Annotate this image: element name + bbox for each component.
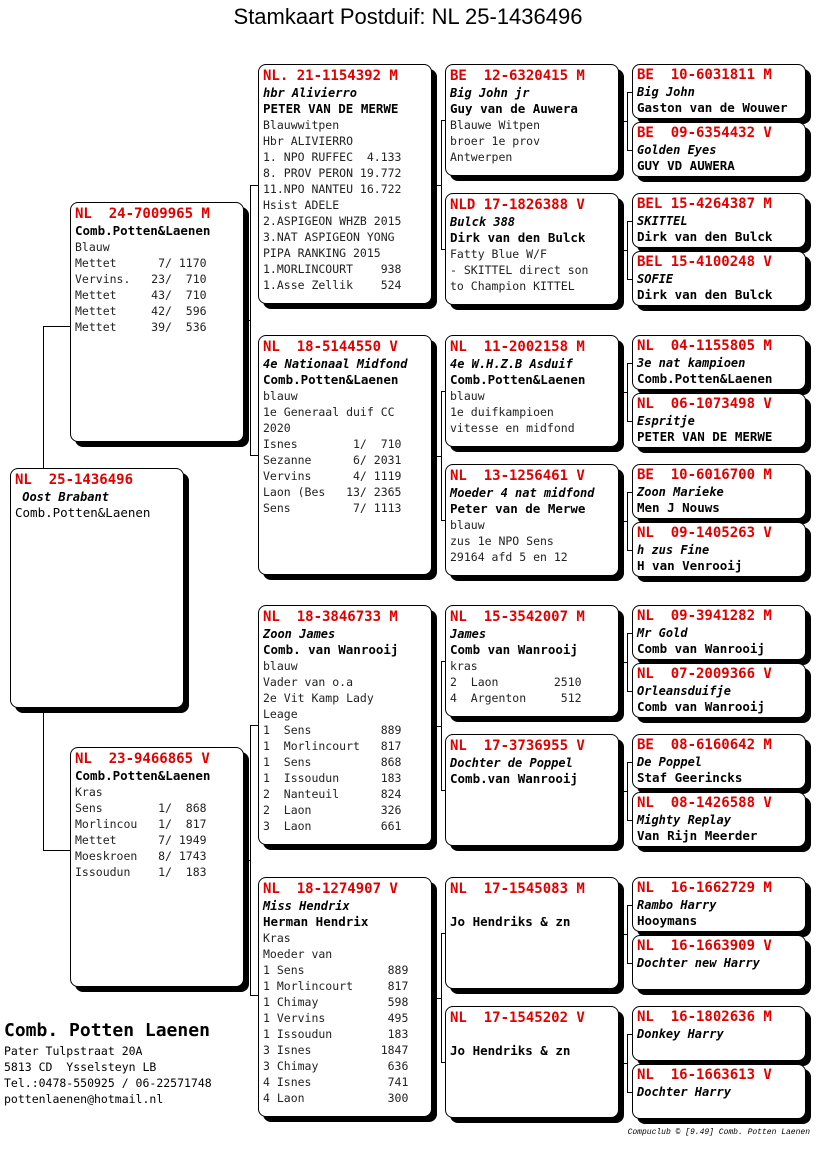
connector [624, 392, 627, 393]
grandparent-pigeon-card[interactable] [258, 877, 432, 1117]
connector [43, 850, 70, 851]
connector [441, 933, 442, 1062]
info-line: Vervins. 23/ 710 [75, 272, 207, 286]
connector [627, 905, 628, 963]
connector [43, 710, 44, 850]
great-grandparent-pigeon-card[interactable] [445, 464, 619, 576]
info-line: PIPA RANKING 2015 [263, 246, 381, 260]
connector [250, 185, 258, 186]
great-grandparent-pigeon-card[interactable] [445, 64, 619, 176]
pigeon-name: h zus Fine [637, 543, 710, 557]
pigeon-name: Zoon James [263, 627, 336, 641]
info-line: Moeskroen 8/ 1743 [75, 849, 207, 863]
ring-number: NL 16-1663613 V [637, 1067, 772, 1083]
owner-name: Comb. van Wanrooij [263, 642, 399, 657]
info-line: 4 Isnes 741 [263, 1075, 409, 1089]
info-line: 1 Sens 889 [263, 723, 402, 737]
info-line: 1 Morlincourt 817 [263, 979, 409, 993]
ring-number: NL 18-5144550 V [263, 339, 398, 355]
pigeon-name: SKITTEL [637, 214, 688, 228]
ring-number: NL 16-1663909 V [637, 938, 772, 954]
pigeon-name: Rambo Harry [637, 898, 717, 912]
ring-number: NLD 17-1826388 V [450, 197, 585, 213]
ring-number: NL 25-1436496 [15, 472, 134, 488]
ring-number: NL 23-9466865 V [75, 751, 210, 767]
info-line: Antwerpen [450, 150, 513, 164]
info-line: Moeder van [263, 947, 333, 961]
owner-name: Van Rijn Meerder [637, 828, 758, 843]
info-line: 1e Generaal duif CC [263, 405, 395, 419]
ring-number: NL 09-1405263 V [637, 525, 772, 541]
ring-number: NL 17-1545083 M [450, 881, 585, 897]
connector [624, 662, 627, 663]
ancestor-pigeon-card[interactable] [632, 605, 806, 660]
owner-name: Comb.Potten&Laenen [75, 768, 211, 783]
info-line: blauw [450, 389, 485, 403]
info-line: 2 Laon 2510 [450, 675, 582, 689]
pigeon-name [450, 1027, 614, 1043]
info-line: Isnes 1/ 710 [263, 437, 402, 451]
info-line: Sens 1/ 868 [75, 801, 207, 815]
pigeon-name: Golden Eyes [637, 143, 717, 157]
grandparent-pigeon-card[interactable] [258, 64, 432, 304]
info-line: Fatty Blue W/F [450, 247, 547, 261]
ancestor-pigeon-card[interactable] [632, 64, 806, 119]
info-line: Blauwwitpen [263, 118, 340, 132]
info-line: broer 1e prov [450, 134, 541, 148]
connector [627, 1034, 628, 1092]
ancestor-pigeon-card[interactable] [632, 193, 806, 248]
connector [624, 934, 627, 935]
ring-number: NL 07-2009366 V [637, 666, 772, 682]
connector [441, 120, 442, 249]
pigeon-name: 4e W.H.Z.B Asduif [450, 357, 573, 371]
breeder-email[interactable]: pottenlaenen@hotmail.nl [4, 1092, 164, 1106]
ring-number: BE 08-6160642 M [637, 737, 772, 753]
info-line: 1 Issoudun 183 [263, 1027, 409, 1041]
info-line: vitesse en midfond [450, 421, 575, 435]
connector [441, 391, 442, 520]
info-line: 2 Nanteuil 824 [263, 787, 402, 801]
ancestor-pigeon-card[interactable] [632, 663, 806, 718]
info-line: 3 Chimay 636 [263, 1059, 409, 1073]
ring-number: NL 18-1274907 V [263, 881, 398, 897]
owner-name: Dirk van den Bulck [637, 287, 773, 302]
info-line: 1 Sens 868 [263, 755, 402, 769]
pigeon-name [450, 898, 614, 914]
owner-name: Comb.Potten&Laenen [637, 371, 773, 386]
info-line: Kras [263, 931, 291, 945]
connector [624, 121, 627, 122]
owner-name: PETER VAN DE MERWE [263, 101, 399, 116]
pigeon-name: 4e Nationaal Midfond [263, 357, 408, 371]
connector [43, 326, 44, 469]
info-line: 1. NPO RUFFEC 4.133 [263, 150, 402, 164]
pigeon-name: Dochter de Poppel [450, 756, 573, 770]
info-line: 1 Issoudun 183 [263, 771, 402, 785]
owner-name: Hooymans [637, 913, 698, 928]
info-line: blauw [450, 518, 485, 532]
connector [627, 492, 628, 550]
connector [627, 762, 628, 820]
connector [246, 860, 250, 861]
subject-pigeon-card[interactable] [10, 468, 184, 708]
owner-name: Men J Nouws [637, 500, 720, 515]
info-line: 3.NAT ASPIGEON YONG [263, 230, 395, 244]
connector [437, 456, 441, 457]
ring-number: BEL 15-4100248 V [637, 254, 772, 270]
connector [627, 92, 628, 150]
info-line: 1 Sens 889 [263, 963, 409, 977]
info-line: Blauw [75, 240, 110, 254]
info-line: Issoudun 1/ 183 [75, 865, 207, 879]
ancestor-pigeon-card[interactable] [632, 335, 806, 390]
info-line: Morlincou 1/ 817 [75, 817, 207, 831]
pigeon-name: hbr Alivierro [263, 86, 357, 100]
pigeon-name: Donkey Harry [637, 1027, 724, 1041]
breeder-phone: Tel.:0478-550925 / 06-22571748 [4, 1076, 212, 1090]
ancestor-pigeon-card[interactable] [632, 393, 806, 448]
info-line: 1 Chimay 598 [263, 995, 409, 1009]
pigeon-name: Big John [637, 85, 695, 99]
ring-number: BEL 15-4264387 M [637, 196, 772, 212]
great-grandparent-pigeon-card[interactable] [445, 1006, 619, 1118]
ring-number: NL 06-1073498 V [637, 396, 772, 412]
info-line: 1.MORLINCOURT 938 [263, 262, 402, 276]
info-line: 2e Vit Kamp Lady [263, 691, 374, 705]
pigeon-name: Big John jr [450, 86, 530, 100]
pigeon-name: 3e nat kampioen [637, 356, 746, 370]
ancestor-pigeon-card[interactable] [632, 464, 806, 519]
connector [250, 455, 258, 456]
owner-name: Staf Geerincks [637, 770, 743, 785]
page-title: Stamkaart Postduif: NL 25-1436496 [233, 4, 583, 29]
connector [250, 725, 251, 995]
info-line: 29164 afd 5 en 12 [450, 550, 568, 564]
ring-number: NL 08-1426588 V [637, 795, 772, 811]
owner-name: Dirk van den Bulck [637, 229, 773, 244]
info-line: Vader van o.a [263, 675, 354, 689]
breeder-address: Pater Tulpstraat 20A [4, 1044, 143, 1058]
pigeon-name: Orleansduifje [637, 684, 731, 698]
mother-pigeon-card[interactable] [70, 747, 244, 987]
info-line: 3 Isnes 1847 [263, 1043, 409, 1057]
ancestor-pigeon-card[interactable] [632, 935, 806, 990]
info-line: 1 Vervins 495 [263, 1011, 409, 1025]
ancestor-pigeon-card[interactable] [632, 877, 806, 932]
info-line: 4 Argenton 512 [450, 691, 582, 705]
info-line: to Champion KITTEL [450, 279, 575, 293]
info-line: Leage [263, 707, 298, 721]
connector [627, 221, 628, 279]
owner-name: GUY VD AUWERA [637, 158, 735, 173]
ring-number: NL 16-1662729 M [637, 880, 772, 896]
owner-name: H van Venrooij [637, 558, 743, 573]
info-line: Hbr ALIVIERRO [263, 134, 354, 148]
info-line: - SKITTEL direct son [450, 263, 589, 277]
ring-number: NL 17-3736955 V [450, 738, 585, 754]
ring-number: NL 11-2002158 M [450, 339, 585, 355]
ancestor-pigeon-card[interactable] [632, 251, 806, 306]
pigeon-name: James [450, 627, 487, 641]
connector [624, 791, 627, 792]
info-line: Kras [75, 785, 103, 799]
father-pigeon-card[interactable] [70, 202, 244, 442]
owner-name: Comb.Potten&Laenen [450, 372, 586, 387]
pigeon-name: De Poppel [637, 755, 703, 769]
ancestor-pigeon-card[interactable] [632, 522, 806, 577]
info-line: Vervins 4/ 1119 [263, 469, 402, 483]
info-line: Laon (Bes 13/ 2365 [263, 485, 402, 499]
owner-name: Comb.van Wanrooij [450, 771, 578, 786]
owner-name: Comb.Potten&Laenen [15, 505, 151, 520]
great-grandparent-pigeon-card[interactable] [445, 734, 619, 846]
great-grandparent-pigeon-card[interactable] [445, 605, 619, 717]
connector [627, 363, 628, 421]
pigeon-name: Espritje [637, 414, 695, 428]
info-line: Sens 7/ 1113 [263, 501, 402, 515]
grandparent-pigeon-card[interactable] [258, 335, 432, 575]
info-line: Hsist ADELE [263, 198, 340, 212]
owner-name: Comb van Wanrooij [637, 699, 765, 714]
ring-number: NL 24-7009965 M [75, 206, 210, 222]
grandparent-pigeon-card[interactable] [258, 605, 432, 845]
info-line: Mettet 7/ 1170 [75, 256, 207, 270]
pigeon-name: SOFIE [637, 272, 674, 286]
pigeon-name: Miss Hendrix [263, 899, 350, 913]
pigeon-name: Dochter Harry [637, 1085, 731, 1099]
ring-number: BE 10-6016700 M [637, 467, 772, 483]
ring-number: NL 15-3542007 M [450, 609, 585, 625]
connector [437, 726, 441, 727]
owner-name: PETER VAN DE MERWE [637, 429, 773, 444]
connector [437, 185, 441, 186]
connector [43, 326, 70, 327]
ring-number: NL. 21-1154392 M [263, 68, 398, 84]
owner-name: Dirk van den Bulck [450, 230, 586, 245]
info-line: 1 Morlincourt 817 [263, 739, 402, 753]
owner-name: Gaston van de Wouwer [637, 100, 788, 115]
owner-name: Comb.Potten&Laenen [263, 372, 399, 387]
connector [250, 185, 251, 455]
connector [627, 633, 628, 691]
info-line: Mettet 39/ 536 [75, 320, 207, 334]
ring-number: NL 18-3846733 M [263, 609, 398, 625]
ring-number: NL 17-1545202 V [450, 1010, 585, 1026]
pigeon-name: Moeder 4 nat midfond [450, 486, 595, 500]
ring-number: BE 10-6031811 M [637, 67, 772, 83]
info-line: Sezanne 6/ 2031 [263, 453, 402, 467]
ancestor-pigeon-card[interactable] [632, 1006, 806, 1061]
breeder-city: 5813 CD Ysselsteyn LB [4, 1060, 157, 1074]
info-line: 2020 [263, 421, 291, 435]
info-line: 1e duifkampioen [450, 405, 554, 419]
ring-number: BE 09-6354432 V [637, 125, 772, 141]
pigeon-name: Mr Gold [637, 626, 688, 640]
info-line: Mettet 42/ 596 [75, 304, 207, 318]
owner-name: Jo Hendriks & zn [450, 914, 571, 929]
info-line: 3 Laon 661 [263, 819, 402, 833]
owner-name: Comb.Potten&Laenen [75, 223, 211, 238]
ring-number: NL 16-1802636 M [637, 1009, 772, 1025]
pigeon-name: Zoon Marieke [637, 485, 724, 499]
info-line: zus 1e NPO Sens [450, 534, 554, 548]
info-line: kras [450, 659, 478, 673]
connector [624, 521, 627, 522]
pigeon-name: Bulck 388 [450, 215, 516, 229]
connector [437, 998, 441, 999]
software-credit: Compuclub © [9.49] Comb. Potten Laenen [627, 1128, 810, 1137]
great-grandparent-pigeon-card[interactable] [445, 877, 619, 989]
breeder-name: Comb. Potten Laenen [4, 1020, 210, 1041]
info-line: blauw [263, 389, 298, 403]
connector [624, 1063, 627, 1064]
ring-number: NL 09-3941282 M [637, 608, 772, 624]
ring-number: NL 04-1155805 M [637, 338, 772, 354]
ring-number: NL 13-1256461 V [450, 468, 585, 484]
great-grandparent-pigeon-card[interactable] [445, 193, 619, 305]
info-line: 8. PROV PERON 19.772 [263, 166, 402, 180]
ancestor-pigeon-card[interactable] [632, 122, 806, 177]
owner-name: Comb van Wanrooij [450, 642, 578, 657]
owner-name: Jo Hendriks & zn [450, 1043, 571, 1058]
connector [250, 725, 258, 726]
ancestor-pigeon-card[interactable] [632, 734, 806, 789]
info-line: Mettet 43/ 710 [75, 288, 207, 302]
info-line: 2.ASPIGEON WHZB 2015 [263, 214, 402, 228]
ancestor-pigeon-card[interactable] [632, 1064, 806, 1119]
info-line: 2 Laon 326 [263, 803, 402, 817]
info-line: Blauwe Witpen [450, 118, 541, 132]
connector [624, 250, 627, 251]
info-line: 1.Asse Zellik 524 [263, 278, 402, 292]
pigeon-name: Mighty Replay [637, 813, 731, 827]
connector [246, 320, 250, 321]
owner-name: Guy van de Auwera [450, 101, 578, 116]
ring-number: BE 12-6320415 M [450, 68, 585, 84]
pigeon-name: Dochter new Harry [637, 956, 760, 970]
connector [250, 995, 258, 996]
info-line: 11.NPO NANTEU 16.722 [263, 182, 402, 196]
info-line: Mettet 7/ 1949 [75, 833, 207, 847]
great-grandparent-pigeon-card[interactable] [445, 335, 619, 447]
info-line: blauw [263, 659, 298, 673]
owner-name: Comb van Wanrooij [637, 641, 765, 656]
pigeon-name: Oost Brabant [15, 490, 109, 504]
connector [441, 661, 442, 790]
info-line: 4 Laon 300 [263, 1091, 409, 1105]
owner-name: Herman Hendrix [263, 914, 369, 929]
owner-name: Peter van de Merwe [450, 501, 586, 516]
ancestor-pigeon-card[interactable] [632, 792, 806, 847]
